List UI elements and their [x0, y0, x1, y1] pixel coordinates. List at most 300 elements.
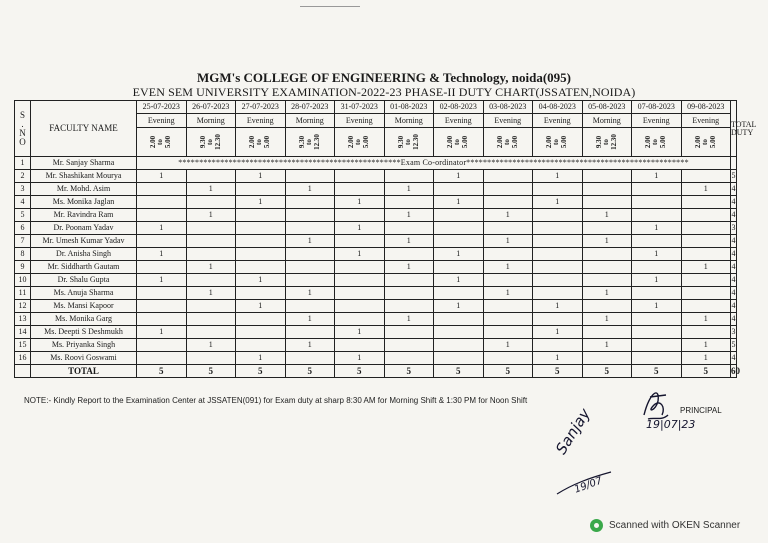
duty-cell	[384, 326, 434, 339]
time-slot-part: 2.00	[545, 135, 554, 149]
duty-cell: 1	[582, 339, 632, 352]
duty-cell	[285, 300, 335, 313]
time-slot-part: to	[305, 139, 314, 145]
coordinator-note: *****************************************************Exam Co-ordinator*****************************************************	[137, 157, 731, 170]
serial-number: 1	[15, 157, 31, 170]
duty-cell: 1	[632, 170, 682, 183]
duty-cell	[434, 287, 484, 300]
column-total: 5	[236, 365, 286, 378]
faculty-row	[15, 261, 737, 274]
time-slot-part: 5.00	[559, 135, 568, 149]
time-slot-part: 9.30	[297, 135, 306, 149]
duty-cell	[434, 339, 484, 352]
duty-cell: 1	[236, 352, 286, 365]
time-slot-part: 2.00	[644, 135, 653, 149]
duty-cell: 1	[285, 183, 335, 196]
duty-cell	[137, 287, 187, 300]
duty-cell	[137, 300, 187, 313]
serial-number: 7	[15, 235, 31, 248]
duty-cell	[137, 209, 187, 222]
duty-cell	[582, 248, 632, 261]
duty-cell	[632, 352, 682, 365]
serial-number: 16	[15, 352, 31, 365]
duty-cell: 1	[335, 222, 385, 235]
duty-cell	[186, 300, 236, 313]
column-total: 5	[335, 365, 385, 378]
sno-header: S . N O	[15, 101, 31, 157]
time-slot-part: to	[354, 139, 363, 145]
exam-title: EVEN SEM UNIVERSITY EXAMINATION-2022-23 PHASE-II DUTY CHART(JSSATEN,NOIDA)	[132, 85, 636, 99]
duty-cell	[483, 300, 533, 313]
duty-cell	[236, 209, 286, 222]
duty-cell	[285, 326, 335, 339]
duty-cell: 1	[137, 326, 187, 339]
duty-cell	[434, 222, 484, 235]
time-slot-part: to	[701, 139, 710, 145]
scanner-text: Scanned with OKEN Scanner	[609, 520, 741, 531]
row-total: 4	[731, 209, 737, 222]
duty-cell	[285, 196, 335, 209]
total-duty-header-line: DUTY	[731, 127, 754, 137]
duty-cell	[186, 222, 236, 235]
time-slot-part: 2.00	[446, 135, 455, 149]
date-header: 04-08-2023	[533, 101, 583, 114]
duty-cell	[582, 326, 632, 339]
faculty-row	[15, 274, 737, 287]
duty-cell	[681, 274, 731, 287]
faculty-name: Ms. Roovi Goswami	[31, 352, 137, 365]
duty-cell: 1	[137, 274, 187, 287]
column-total: 5	[137, 365, 187, 378]
time-header	[186, 128, 236, 157]
duty-cell	[582, 183, 632, 196]
duty-cell	[681, 248, 731, 261]
duty-cell: 1	[434, 274, 484, 287]
time-slot-part: to	[156, 139, 165, 145]
faculty-row	[15, 352, 737, 365]
duty-cell	[483, 196, 533, 209]
duty-cell: 1	[434, 196, 484, 209]
shift-header: Morning	[285, 114, 335, 128]
duty-cell: 1	[186, 209, 236, 222]
duty-cell	[335, 183, 385, 196]
scan-artifact-line	[300, 6, 360, 7]
faculty-name: Ms. Deepti S Deshmukh	[31, 326, 137, 339]
duty-cell	[434, 313, 484, 326]
faculty-row	[15, 313, 737, 326]
time-header	[285, 128, 335, 157]
time-slot-part: 5.00	[658, 135, 667, 149]
faculty-row	[15, 196, 737, 209]
time-slot	[200, 134, 222, 150]
time-slot	[150, 136, 172, 148]
serial-number: 14	[15, 326, 31, 339]
duty-cell	[632, 183, 682, 196]
date-header: 25-07-2023	[137, 101, 187, 114]
time-slot-part: 5.00	[708, 135, 717, 149]
serial-number: 2	[15, 170, 31, 183]
duty-cell: 1	[582, 313, 632, 326]
column-total: 5	[632, 365, 682, 378]
duty-cell	[384, 170, 434, 183]
duty-cell	[434, 326, 484, 339]
duty-cell: 1	[186, 261, 236, 274]
date-header: 02-08-2023	[434, 101, 484, 114]
duty-cell: 1	[236, 300, 286, 313]
row-total: 4	[731, 235, 737, 248]
duty-cell	[285, 274, 335, 287]
duty-cell: 1	[681, 313, 731, 326]
duty-cell	[335, 235, 385, 248]
shift-header: Evening	[483, 114, 533, 128]
duty-cell: 1	[434, 170, 484, 183]
faculty-row	[15, 235, 737, 248]
shift-header: Evening	[632, 114, 682, 128]
faculty-name: Mr. Ravindra Ram	[31, 209, 137, 222]
duty-cell: 1	[483, 235, 533, 248]
duty-cell	[681, 326, 731, 339]
duty-cell	[632, 261, 682, 274]
duty-cell	[384, 300, 434, 313]
column-total: 5	[483, 365, 533, 378]
duty-cell	[236, 339, 286, 352]
duty-chart-table	[14, 100, 757, 378]
faculty-name: Dr. Anisha Singh	[31, 248, 137, 261]
totals-label: TOTAL	[31, 365, 137, 378]
duty-cell	[236, 183, 286, 196]
duty-cell	[582, 274, 632, 287]
duty-cell	[285, 222, 335, 235]
row-total: 4	[731, 274, 737, 287]
time-slot	[497, 136, 519, 148]
time-slot-part: to	[453, 139, 462, 145]
faculty-row	[15, 170, 737, 183]
faculty-name: Dr. Shalu Gupta	[31, 274, 137, 287]
time-header	[137, 128, 187, 157]
time-header	[632, 128, 682, 157]
row-total: 4	[731, 248, 737, 261]
principal-label: PRINCIPAL	[680, 406, 722, 415]
duty-cell	[582, 352, 632, 365]
duty-cell: 1	[285, 235, 335, 248]
duty-cell	[137, 196, 187, 209]
row-total: 4	[731, 196, 737, 209]
duty-cell: 1	[186, 339, 236, 352]
serial-number: 8	[15, 248, 31, 261]
duty-cell	[335, 313, 385, 326]
serial-number: 5	[15, 209, 31, 222]
duty-cell	[483, 183, 533, 196]
duty-cell	[137, 352, 187, 365]
duty-cell	[137, 183, 187, 196]
serial-number: 4	[15, 196, 31, 209]
duty-cell: 1	[335, 248, 385, 261]
scanner-watermark	[590, 519, 740, 532]
time-slot-part: 2.00	[693, 135, 702, 149]
date-header: 03-08-2023	[483, 101, 533, 114]
time-slot-part: 5.00	[361, 135, 370, 149]
duty-cell: 1	[632, 222, 682, 235]
faculty-name: Mr. Umesh Kumar Yadav	[31, 235, 137, 248]
row-total: 4	[731, 300, 737, 313]
duty-cell	[533, 235, 583, 248]
duty-cell: 1	[137, 222, 187, 235]
time-slot-part: 2.00	[347, 135, 356, 149]
duty-cell	[236, 235, 286, 248]
time-slot-part: to	[503, 139, 512, 145]
duty-cell	[681, 300, 731, 313]
duty-cell	[335, 287, 385, 300]
duty-cell: 1	[681, 261, 731, 274]
duty-cell	[582, 300, 632, 313]
duty-cell	[533, 261, 583, 274]
faculty-name: Ms. Anuja Sharma	[31, 287, 137, 300]
duty-cell: 1	[681, 183, 731, 196]
duty-cell: 1	[335, 326, 385, 339]
totals-spacer	[15, 365, 31, 378]
duty-cell	[632, 339, 682, 352]
time-slot-part: 5.00	[510, 135, 519, 149]
duty-cell	[137, 339, 187, 352]
faculty-row	[15, 326, 737, 339]
serial-number: 15	[15, 339, 31, 352]
duty-cell: 1	[335, 352, 385, 365]
time-slot-part: 12.30	[312, 134, 321, 150]
duty-cell	[285, 352, 335, 365]
faculty-row	[15, 287, 737, 300]
serial-number: 10	[15, 274, 31, 287]
time-slot-part: 9.30	[396, 135, 405, 149]
duty-cell	[681, 235, 731, 248]
total-duty-header	[731, 101, 757, 157]
duty-cell: 1	[236, 196, 286, 209]
serial-number: 11	[15, 287, 31, 300]
duty-cell	[632, 287, 682, 300]
duty-cell	[186, 248, 236, 261]
duty-cell: 1	[632, 274, 682, 287]
second-signature-date: 19/07	[572, 475, 604, 496]
row-total	[731, 157, 737, 170]
faculty-name: Mr. Mohd. Asim	[31, 183, 137, 196]
duty-cell	[186, 352, 236, 365]
faculty-name: Ms. Monika Jaglan	[31, 196, 137, 209]
row-total: 4	[731, 313, 737, 326]
duty-cell: 1	[384, 313, 434, 326]
duty-cell: 1	[285, 339, 335, 352]
serial-number: 13	[15, 313, 31, 326]
serial-number: 6	[15, 222, 31, 235]
college-title: MGM's COLLEGE OF ENGINEERING & Technology, noida(095)	[196, 70, 572, 85]
faculty-row	[15, 248, 737, 261]
column-total: 5	[434, 365, 484, 378]
duty-cell	[335, 261, 385, 274]
duty-cell	[632, 326, 682, 339]
time-slot	[596, 134, 618, 150]
exam-note: NOTE:- Kindly Report to the Examination Center at JSSATEN(091) for Exam duty at sharp 8:30 AM for Morning Shift & 1:30 PM for Noon Shift	[24, 396, 528, 405]
duty-cell	[186, 274, 236, 287]
date-header: 26-07-2023	[186, 101, 236, 114]
duty-cell	[434, 235, 484, 248]
principal-date: 19|07|23	[646, 418, 696, 431]
shift-header: Evening	[137, 114, 187, 128]
column-total: 5	[582, 365, 632, 378]
time-slot-part: 2.00	[495, 135, 504, 149]
row-total: 4	[731, 287, 737, 300]
duty-cell: 1	[137, 248, 187, 261]
duty-cell	[186, 196, 236, 209]
time-slot-part: 9.30	[198, 135, 207, 149]
time-slot-part: to	[206, 139, 215, 145]
duty-cell	[384, 352, 434, 365]
duty-cell: 1	[533, 352, 583, 365]
duty-cell	[384, 222, 434, 235]
time-slot-part: to	[602, 139, 611, 145]
duty-cell	[384, 248, 434, 261]
duty-cell: 1	[384, 183, 434, 196]
duty-cell	[335, 339, 385, 352]
duty-cell	[582, 170, 632, 183]
faculty-name: Ms. Mansi Kapoor	[31, 300, 137, 313]
faculty-row	[15, 300, 737, 313]
time-slot-part: 9.30	[594, 135, 603, 149]
faculty-name: Dr. Poonam Yadav	[31, 222, 137, 235]
duty-cell: 1	[434, 300, 484, 313]
row-total: 3	[731, 326, 737, 339]
duty-cell: 1	[533, 300, 583, 313]
duty-cell: 1	[137, 170, 187, 183]
time-slot-part: 12.30	[213, 134, 222, 150]
totals-row	[15, 365, 737, 378]
duty-cell: 1	[533, 326, 583, 339]
time-slot-part: to	[552, 139, 561, 145]
second-signature-underline	[555, 470, 615, 500]
shift-header: Morning	[384, 114, 434, 128]
duty-cell	[236, 261, 286, 274]
duty-cell	[285, 170, 335, 183]
second-signature-name: Sanjay	[552, 405, 595, 458]
duty-cell: 1	[285, 313, 335, 326]
row-total: 4	[731, 183, 737, 196]
duty-cell	[632, 209, 682, 222]
duty-cell	[483, 248, 533, 261]
duty-cell: 1	[533, 196, 583, 209]
duty-cell	[632, 313, 682, 326]
duty-cell	[335, 300, 385, 313]
duty-cell	[681, 287, 731, 300]
duty-cell	[681, 222, 731, 235]
duty-cell: 1	[384, 235, 434, 248]
column-total: 5	[285, 365, 335, 378]
duty-cell	[483, 222, 533, 235]
date-header: 27-07-2023	[236, 101, 286, 114]
duty-cell	[384, 339, 434, 352]
faculty-row	[15, 183, 737, 196]
duty-cell	[236, 326, 286, 339]
duty-cell: 1	[285, 287, 335, 300]
shift-header: Evening	[434, 114, 484, 128]
time-slot-part: 2.00	[149, 135, 158, 149]
faculty-row	[15, 222, 737, 235]
duty-cell: 1	[236, 170, 286, 183]
time-slot	[249, 136, 271, 148]
duty-cell: 1	[483, 287, 533, 300]
time-header	[681, 128, 731, 157]
duty-cell: 1	[483, 261, 533, 274]
duty-cell: 1	[632, 300, 682, 313]
duty-cell: 1	[681, 339, 731, 352]
column-total: 5	[681, 365, 731, 378]
duty-cell	[533, 248, 583, 261]
time-slot	[645, 136, 667, 148]
duty-cell	[483, 326, 533, 339]
time-slot-part: to	[404, 139, 413, 145]
duty-cell: 1	[434, 248, 484, 261]
shift-header: Evening	[533, 114, 583, 128]
date-header: 01-08-2023	[384, 101, 434, 114]
duty-cell	[483, 352, 533, 365]
duty-cell: 1	[483, 209, 533, 222]
time-slot	[398, 134, 420, 150]
duty-cell	[335, 274, 385, 287]
time-slot	[695, 136, 717, 148]
duty-cell	[483, 313, 533, 326]
duty-cell	[533, 313, 583, 326]
time-header	[335, 128, 385, 157]
duty-cell: 1	[384, 261, 434, 274]
duty-cell	[384, 196, 434, 209]
faculty-name-header: FACULTY NAME	[31, 101, 137, 157]
duty-cell: 1	[186, 287, 236, 300]
duty-cell	[285, 248, 335, 261]
time-slot	[447, 136, 469, 148]
time-header	[384, 128, 434, 157]
duty-cell	[533, 183, 583, 196]
duty-cell	[434, 209, 484, 222]
faculty-row	[15, 157, 737, 170]
duty-cell	[533, 274, 583, 287]
duty-cell	[533, 287, 583, 300]
date-header: 07-08-2023	[632, 101, 682, 114]
row-total: 3	[731, 222, 737, 235]
duty-cell	[186, 170, 236, 183]
duty-cell	[582, 222, 632, 235]
duty-cell	[137, 235, 187, 248]
time-slot-part: 5.00	[460, 135, 469, 149]
row-total: 5	[731, 339, 737, 352]
date-header: 28-07-2023	[285, 101, 335, 114]
grand-total: 60	[731, 365, 740, 376]
time-header	[483, 128, 533, 157]
duty-cell	[681, 209, 731, 222]
column-total: 5	[384, 365, 434, 378]
duty-cell	[434, 261, 484, 274]
duty-cell	[285, 209, 335, 222]
row-total: 4	[731, 261, 737, 274]
time-header	[582, 128, 632, 157]
duty-cell	[236, 248, 286, 261]
duty-cell	[434, 352, 484, 365]
serial-number: 12	[15, 300, 31, 313]
duty-cell: 1	[582, 235, 632, 248]
shift-header: Morning	[582, 114, 632, 128]
duty-cell: 1	[384, 209, 434, 222]
duty-cell	[533, 209, 583, 222]
duty-cell: 1	[335, 196, 385, 209]
duty-cell	[483, 170, 533, 183]
column-total: 5	[186, 365, 236, 378]
duty-cell	[483, 274, 533, 287]
time-slot-part: to	[255, 139, 264, 145]
